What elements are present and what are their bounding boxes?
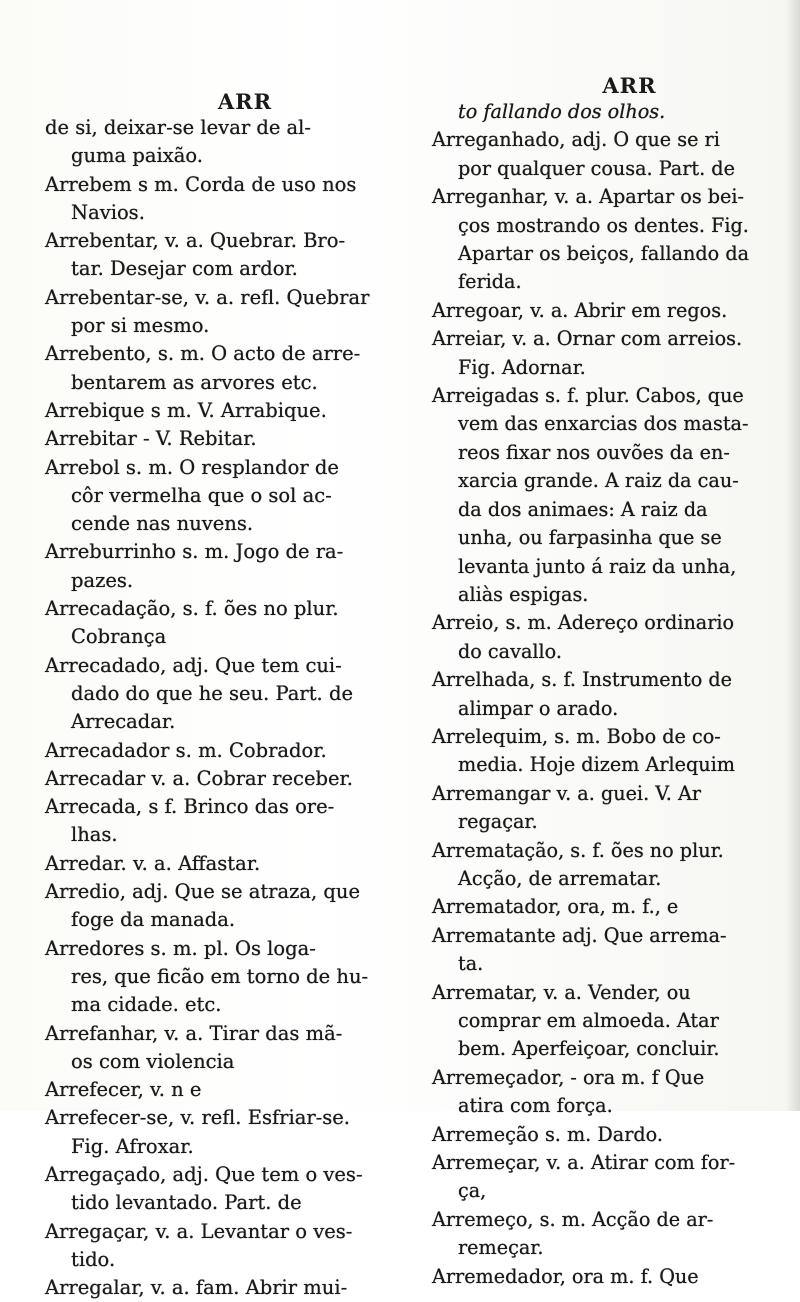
entry-line: Arregalar, v. a. fam. Abrir mui- (45, 1276, 348, 1300)
entry-line: Fig. Afroxar. (71, 1134, 194, 1158)
entry-line: Arrelhada, s. f. Instrumento de (432, 668, 733, 692)
entry-line: Arrecada, s f. Brinco das ore- (45, 795, 335, 819)
entry-line: Arremangar v. a. guei. V. Ar (432, 781, 701, 805)
entry-line: Arreburrinho s. m. Jogo de ra- (45, 540, 344, 564)
left-column (45, 90, 425, 1302)
entry-line: ços mostrando os dentes. Fig. (458, 213, 749, 237)
entry-line: Arrematação, s. f. ões no plur. (432, 838, 724, 862)
entry-line: Arremeçador, - ora m. f Que (432, 1065, 705, 1089)
entry-line: Arreganhar, v. a. Apartar os bei- (432, 185, 745, 209)
entry-line: reos fixar nos ouvões da en- (458, 440, 730, 464)
entry-line: Arreigadas s. f. plur. Cabos, que (432, 384, 744, 408)
entry-line: vem das enxarcias dos masta- (458, 412, 749, 436)
entry-line: regaçar. (458, 810, 538, 834)
entry-line: Arrecadar v. a. Cobrar receber. (45, 766, 353, 790)
entry-line: de si, deixar-se levar de al- (45, 116, 312, 139)
entry-line: pazes. (71, 568, 134, 592)
entry-line: Arrebem s m. Corda de uso nos (45, 172, 357, 196)
entry-line: por si mesmo. (71, 314, 210, 338)
entry-line: Arrefanhar, v. a. Tirar das mã- (45, 1021, 343, 1045)
entry-line: Arreio, s. m. Adereço ordinario (432, 611, 735, 635)
entry-line: Arrecadador s. m. Cobrador. (45, 738, 327, 762)
entry-line: do cavallo. (458, 639, 562, 663)
entry-line: alimpar o arado. (458, 696, 619, 720)
entry-line: Acção, de arrematar. (458, 866, 662, 890)
entry-line: res, que ficão em torno de hu- (71, 964, 369, 988)
entry-line: Navios. (71, 200, 145, 224)
entry-line: ta. (458, 952, 484, 976)
entry-line: unha, ou farpasinha que se (458, 526, 722, 550)
entry-line: Arregaçar, v. a. Levantar o ves- (45, 1219, 353, 1243)
entry-line: guma paixão. (71, 144, 203, 168)
entry-line: Arrebique s m. V. Arrabique. (45, 398, 327, 422)
entry-line: os com violencia (71, 1049, 235, 1073)
entry-line: Arrecadação, s. f. ões no plur. (45, 597, 339, 621)
entry-line: Arrematar, v. a. Vender, ou (432, 980, 691, 1004)
entry-line: Arremeço, s. m. Acção de ar- (432, 1207, 714, 1231)
entry-line: Arredar. v. a. Affastar. (45, 851, 261, 875)
entry-line: Arreganhado, adj. O que se ri (432, 128, 720, 152)
entry-line: to fallando dos olhos. (458, 100, 666, 123)
entry-line: por qualquer cousa. Part. de (458, 156, 735, 180)
entry-line: côr vermelha que o sol ac- (71, 483, 332, 507)
entry-line: Arremeçar, v. a. Atirar com for- (432, 1151, 736, 1175)
entry-line: bem. Aperfeiçoar, concluir. (458, 1037, 720, 1061)
entry-line: aliàs espigas. (458, 582, 589, 606)
entry-line: Cobrança (71, 625, 167, 649)
entry-line: Arrelequim, s. m. Bobo de co- (432, 724, 721, 748)
entry-line: da dos animaes: A raiz da (458, 497, 708, 521)
entry-line: Arrecadar. (71, 710, 176, 734)
entry-line: Arrematante adj. Que arrema- (432, 923, 727, 947)
entry-line: Arrecadado, adj. Que tem cui- (45, 653, 342, 677)
entry-line: Arregoar, v. a. Abrir em regos. (432, 298, 728, 322)
left-running-head: ARR (217, 89, 273, 114)
entry-line: tido. (71, 1247, 116, 1271)
right-column (432, 74, 787, 1291)
entry-line: Apartar os beiços, fallando da (458, 242, 750, 266)
entry-line: Arrebento, s. m. O acto de arre- (45, 342, 361, 366)
entry-line: Arreiar, v. a. Ornar com arreios. (432, 327, 743, 351)
entry-line: Arrebentar, v. a. Quebrar. Bro- (45, 229, 346, 253)
entry-line: bentarem as arvores etc. (71, 370, 318, 394)
entry-line: Arrefecer-se, v. refl. Esfriar-se. (45, 1106, 351, 1130)
entry-line: atira com força. (458, 1094, 613, 1118)
entry-line: Arrefecer, v. n e (45, 1078, 202, 1102)
entry-line: ça, (458, 1179, 487, 1203)
entry-line: dado do que he seu. Part. de (71, 681, 353, 705)
entry-line: xarcia grande. A raiz da cau- (458, 469, 739, 493)
entry-line: media. Hoje dizem Arlequim (458, 753, 735, 777)
page-edge-shadow (786, 0, 800, 1111)
entry-line: Fig. Adornar. (458, 355, 586, 379)
entry-line: Arrebitar - V. Rebitar. (45, 427, 257, 451)
entry-line: ferida. (458, 270, 522, 294)
entry-line: comprar em almoeda. Atar (458, 1009, 719, 1032)
entry-line: Arremeção s. m. Dardo. (432, 1122, 663, 1146)
entry-line: tar. Desejar com ardor. (71, 257, 298, 281)
entry-line: foge da manada. (71, 908, 236, 932)
entry-line: Arrebentar-se, v. a. refl. Quebrar (45, 285, 370, 309)
entry-line: Arrebol s. m. O resplandor de (45, 455, 339, 479)
entry-line: Arredio, adj. Que se atraza, que (45, 880, 360, 904)
entry-line: Arremedador, ora m. f. Que (432, 1264, 699, 1288)
entry-line: lhas. (71, 823, 118, 847)
entry-line: Arredores s. m. pl. Os loga- (45, 936, 316, 960)
entry-line: remeçar. (458, 1236, 544, 1260)
right-running-head: ARR (602, 73, 657, 98)
entry-line: Arregaçado, adj. Que tem o ves- (45, 1162, 363, 1186)
entry-line: tido levantado. Part. de (71, 1191, 302, 1215)
entry-line: levanta junto á raiz da unha, (458, 554, 737, 578)
entry-line: cende nas nuvens. (71, 512, 254, 536)
entry-line: Arrematador, ora, m. f., e (432, 895, 679, 919)
entry-line: ma cidade. etc. (71, 993, 222, 1017)
